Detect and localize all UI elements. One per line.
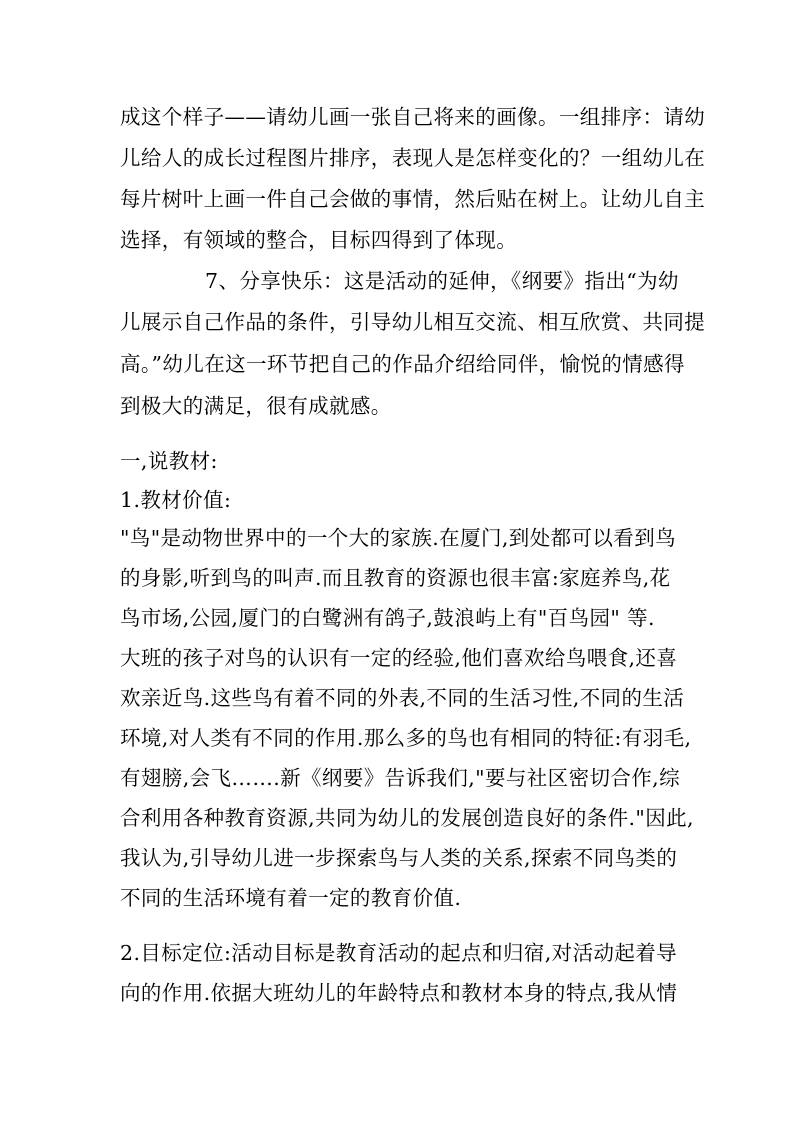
paragraph-line: 欢亲近鸟.这些鸟有着不同的外表,不同的生活习性,不同的生活: [120, 686, 685, 710]
paragraph-line: 儿展示自己作品的条件，引导幼儿相互交流、相互欣赏、共同提: [120, 310, 706, 334]
section-heading: 一,说教材:: [120, 449, 218, 473]
paragraph-line: 向的作用.依据大班幼儿的年龄特点和教材本身的特点,我从情: [120, 981, 678, 1005]
paragraph-line: 每片树叶上画一件自己会做的事情，然后贴在树上。让幼儿自主: [120, 187, 706, 211]
paragraph-line: 鸟市场,公园,厦门的白鹭洲有鸽子,鼓浪屿上有"百鸟园" 等.: [120, 606, 655, 630]
paragraph-line: "鸟"是动物世界中的一个大的家族.在厦门,到处都可以看到鸟: [120, 526, 676, 550]
paragraph-line: 儿给人的成长过程图片排序，表现人是怎样变化的？一组幼儿在: [120, 146, 706, 170]
paragraph-line: 7、分享快乐：这是活动的延伸，《纲要》指出“为幼: [205, 269, 679, 293]
paragraph-line: 选择，有领域的整合，目标四得到了体现。: [120, 228, 518, 252]
paragraph-line: 不同的生活环境有着一定的教育价值.: [120, 886, 462, 910]
paragraph-line: 成这个样子——请幼儿画一张自己将来的画像。一组排序：请幼: [120, 105, 706, 129]
paragraph-line: 2.目标定位:活动目标是教育活动的起点和归宿,对活动起着导: [120, 941, 678, 965]
paragraph-line: 到极大的满足，很有成就感。: [120, 394, 392, 418]
paragraph-line: 高。”幼儿在这一环节把自己的作品介绍给同伴，愉悦的情感得: [120, 352, 685, 376]
subsection-heading: 1.教材价值:: [120, 488, 232, 512]
paragraph-line: 合利用各种教育资源,共同为幼儿的发展创造良好的条件."因此,: [120, 806, 694, 830]
paragraph-line: 环境,对人类有不同的作用.那么多的鸟也有相同的特征:有羽毛,: [120, 726, 692, 750]
paragraph-line: 有翅膀,会飞…….新《纲要》告诉我们,"要与社区密切合作,综: [120, 766, 680, 790]
paragraph-line: 的身影,听到鸟的叫声.而且教育的资源也很丰富:家庭养鸟,花: [120, 566, 671, 590]
paragraph-line: 我认为,引导幼儿进一步探索鸟与人类的关系,探索不同鸟类的: [120, 846, 678, 870]
paragraph-line: 大班的孩子对鸟的认识有一定的经验,他们喜欢给鸟喂食,还喜: [120, 646, 678, 670]
